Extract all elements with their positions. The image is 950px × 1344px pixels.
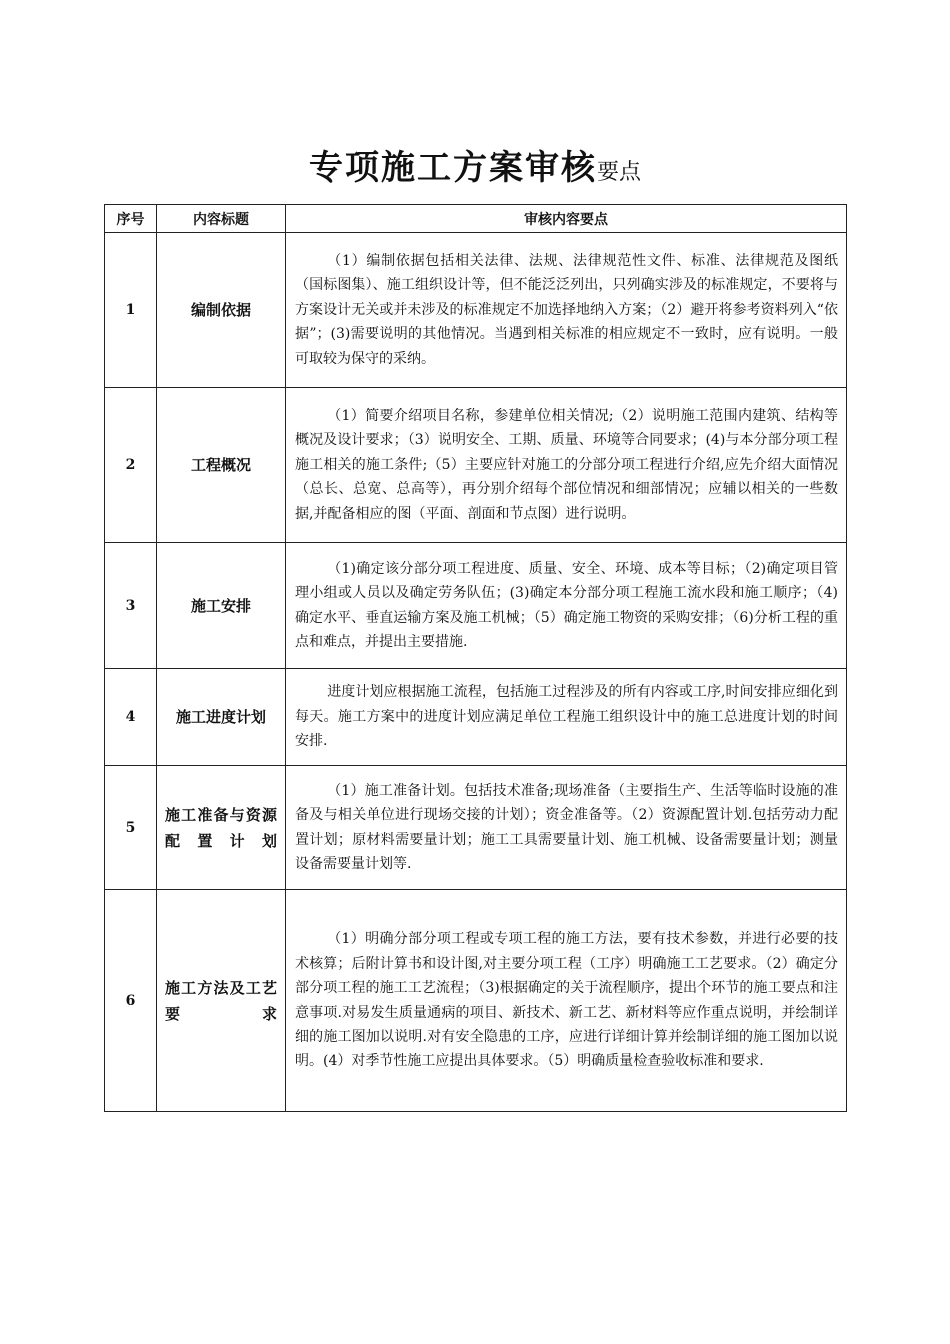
row-title: 施工方法及工艺要求 xyxy=(157,890,286,1112)
row-title: 施工进度计划 xyxy=(157,669,286,766)
row-title: 施工准备与资源配置计划 xyxy=(157,766,286,890)
header-content-title: 内容标题 xyxy=(157,205,286,233)
row-title: 施工安排 xyxy=(157,543,286,669)
header-review-points: 审核内容要点 xyxy=(286,205,847,233)
row-number: 5 xyxy=(105,766,157,890)
page-title-main: 专项施工方案审核 xyxy=(308,148,597,188)
row-title: 编制依据 xyxy=(157,233,286,388)
row-content: （1）简要介绍项目名称，参建单位相关情况;（2）说明施工范围内建筑、结构等概况及设计要求；（3）说明安全、工期、质量、环境等合同要求；(4)与本分部分项工程施工相关的施工条件;（5）主要应针对施工的分部分项工程进行介绍,应先介绍大面情况（总长、总宽、总高等），再分别介绍每个部位情况和细部情况；应辅以相关的一些数据,并配备相应的图（平面、剖面和节点图）进行说明。 xyxy=(286,388,847,543)
row-content: （1）明确分部分项工程或专项工程的施工方法，要有技术参数，并进行必要的技术核算；后附计算书和设计图,对主要分项工程（工序）明确施工工艺要求。（2）确定分部分项工程的施工工艺流程；（3)根据确定的关于流程顺序，提出个环节的施工要点和注意事项.对易发生质量通病的项目、新技术、新工艺、新材料等应作重点说明，并绘制详细的施工图加以说明.对有安全隐患的工序，应进行详细计算并绘制详细的施工图加以说明。(4）对季节性施工应提出具体要求。（5）明确质量检查验收标准和要求. xyxy=(286,890,847,1112)
row-content: 进度计划应根据施工流程，包括施工过程涉及的所有内容或工序,时间安排应细化到每天。施工方案中的进度计划应满足单位工程施工组织设计中的施工总进度计划的时间安排. xyxy=(286,669,847,766)
header-serial-number: 序号 xyxy=(105,205,157,233)
table-row xyxy=(105,233,847,388)
page-title-suffix: 要点 xyxy=(596,160,641,185)
table-row xyxy=(105,890,847,1112)
table-row xyxy=(105,669,847,766)
row-content: （1）编制依据包括相关法律、法规、法律规范性文件、标准、法律规范及图纸（国标图集）、施工组织设计等，但不能泛泛列出，只列确实涉及的标准规定，不要将与方案设计无关或并未涉及的标准规定不加选择地纳入方案；（2）避开将参考资料列入“依据”；(3)需要说明的其他情况。当遇到相关标准的相应规定不一致时，应有说明。一般可取较为保守的采纳。 xyxy=(286,233,847,388)
row-title: 工程概况 xyxy=(157,388,286,543)
row-number: 2 xyxy=(105,388,157,543)
table-row xyxy=(105,543,847,669)
table-row xyxy=(105,388,847,543)
review-points-table xyxy=(104,204,847,1112)
page-title xyxy=(0,140,950,189)
row-content: （1）施工准备计划。包括技术准备;现场准备（主要指生产、生活等临时设施的准备及与相关单位进行现场交接的计划）；资金准备等。（2）资源配置计划.包括劳动力配置计划；原材料需要量计划；施工工具需要量计划、施工机械、设备需要量计划；测量设备需要量计划等. xyxy=(286,766,847,890)
row-number: 4 xyxy=(105,669,157,766)
row-number: 6 xyxy=(105,890,157,1112)
row-number: 1 xyxy=(105,233,157,388)
table-row xyxy=(105,766,847,890)
table-header-row xyxy=(105,205,847,233)
row-number: 3 xyxy=(105,543,157,669)
row-content: （1)确定该分部分项工程进度、质量、安全、环境、成本等目标；（2)确定项目管理小组或人员以及确定劳务队伍；(3)确定本分部分项工程施工流水段和施工顺序；（4)确定水平、垂直运输方案及施工机械；（5）确定施工物资的采购安排；（6)分析工程的重点和难点，并提出主要措施. xyxy=(286,543,847,669)
